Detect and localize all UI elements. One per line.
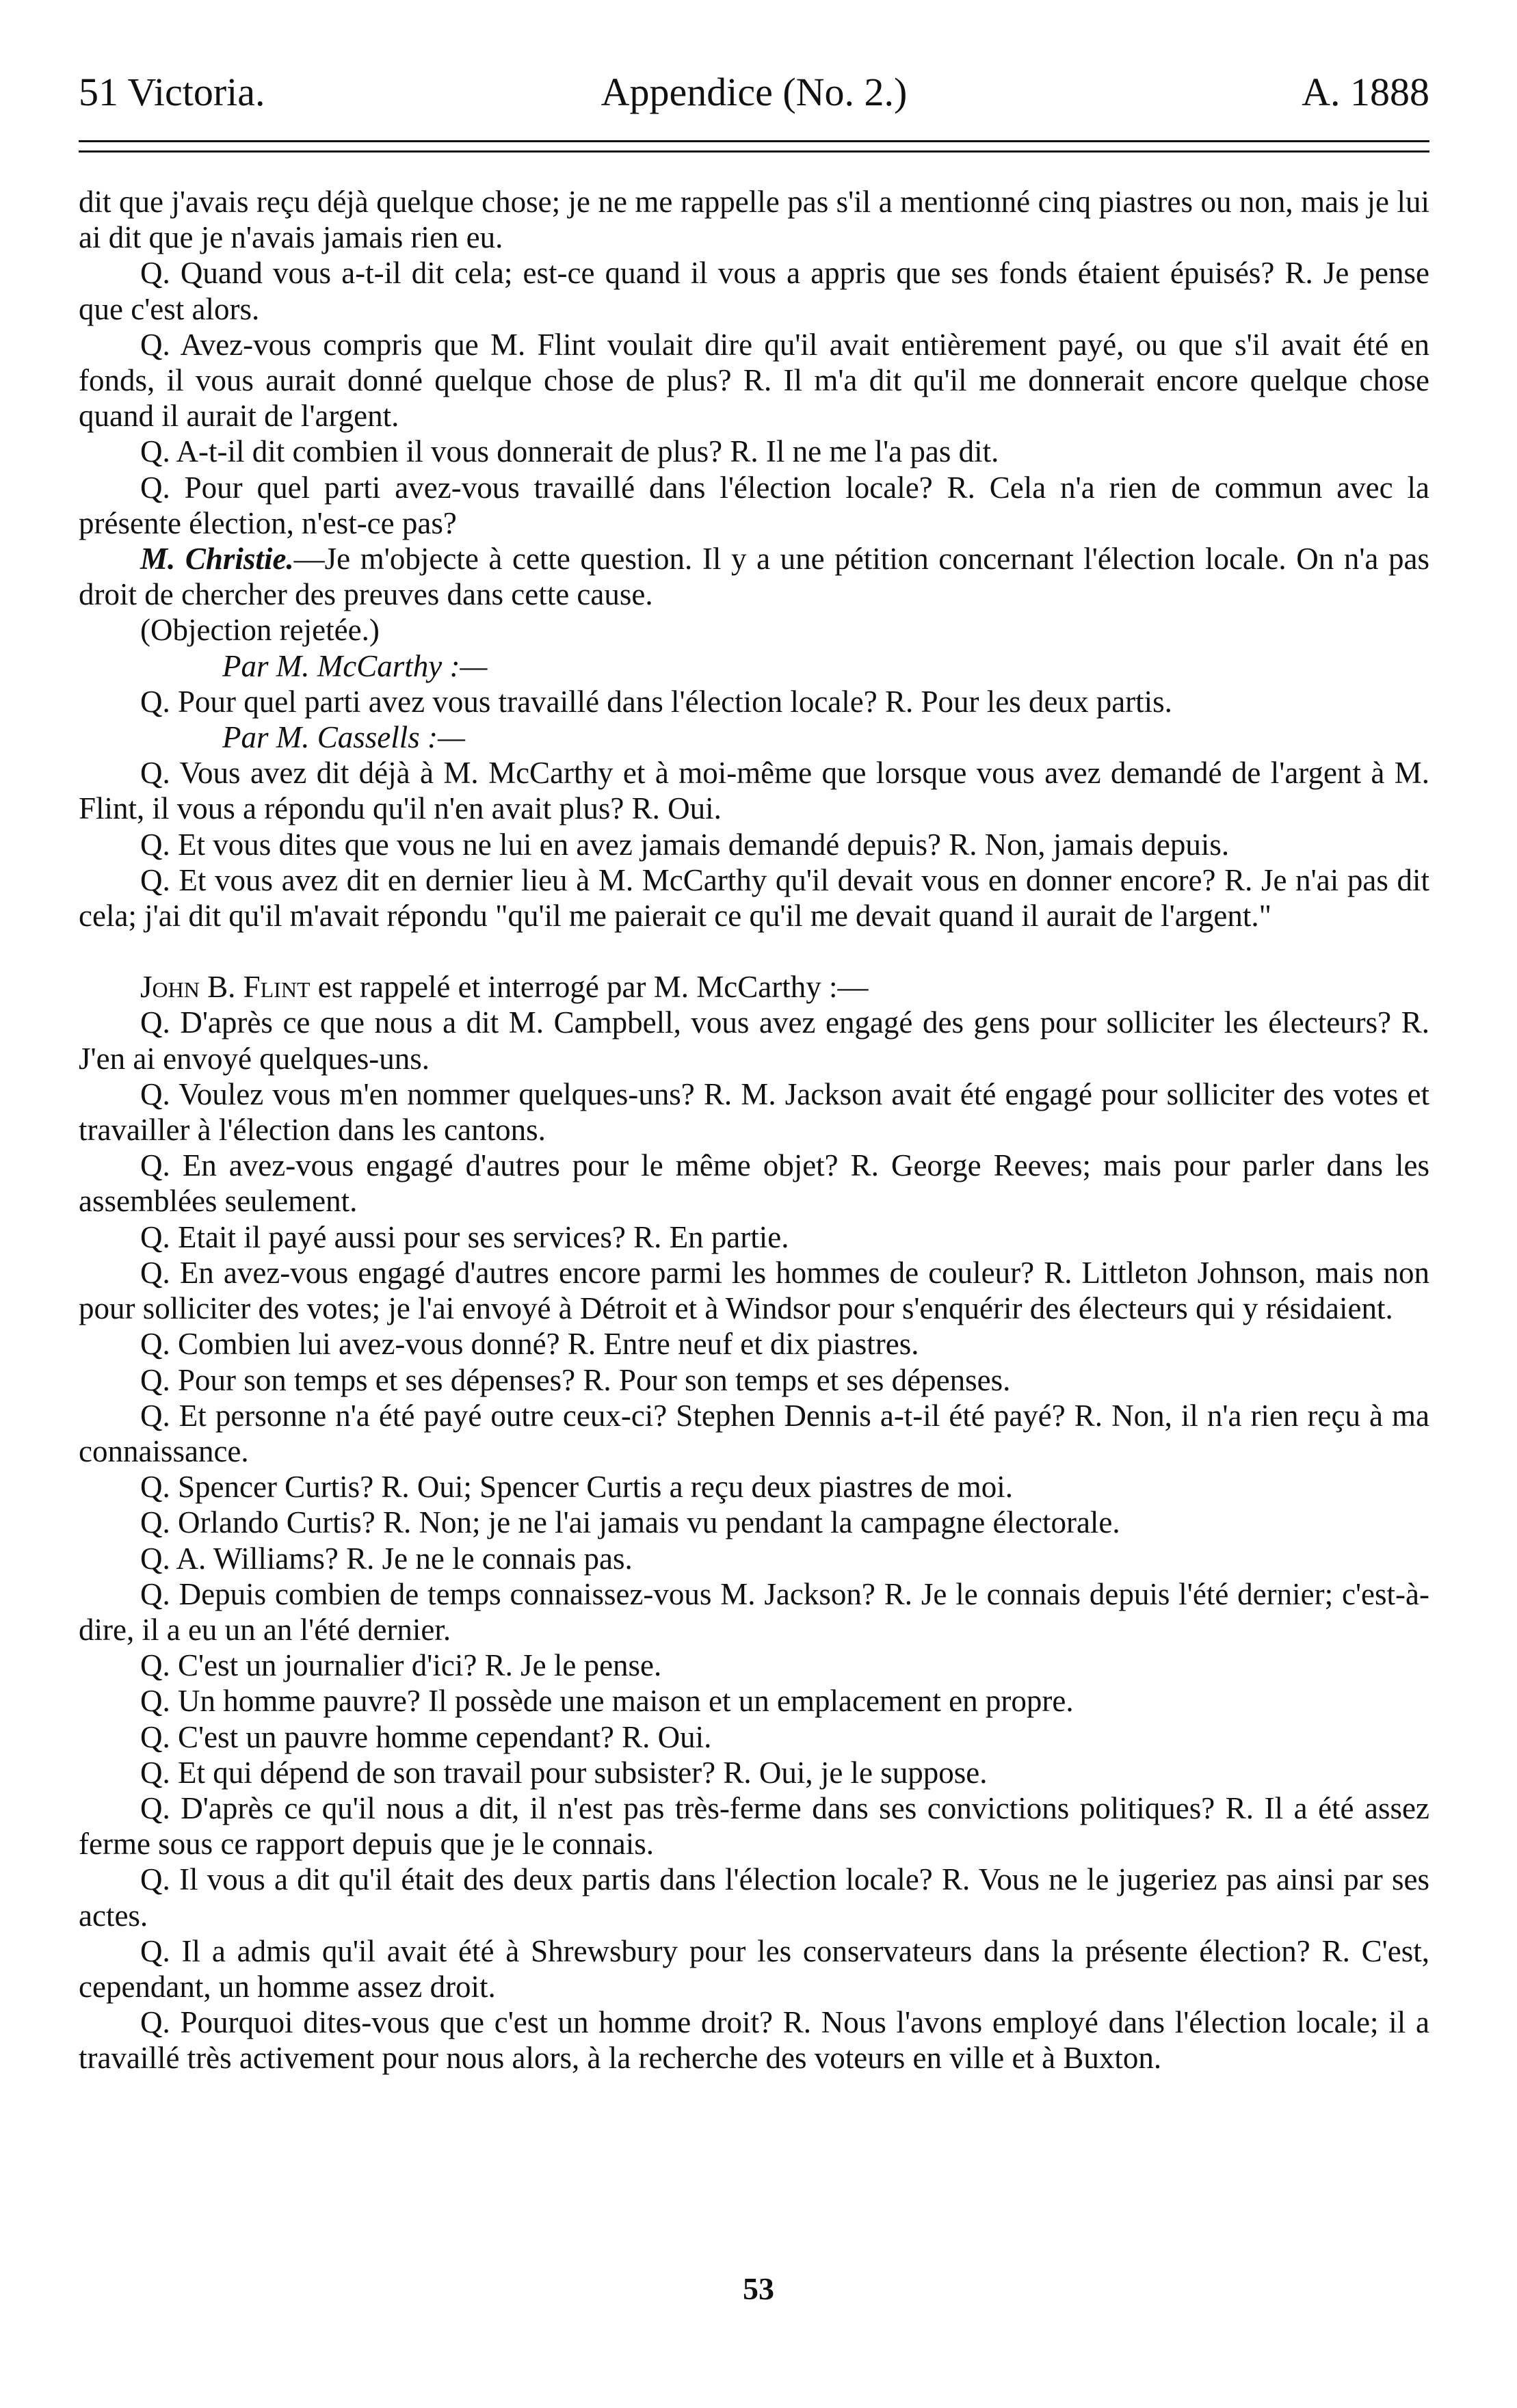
section-gap [79, 934, 1429, 969]
speaker-name: M. Christie. [140, 542, 294, 577]
question-answer-paragraph [79, 827, 1429, 862]
witness-name: John B. Flint [140, 970, 311, 1005]
qa-text: Q. Pour quel parti avez vous travaillé dans l'élection locale? R. Pour les deux partis. [140, 684, 1172, 719]
qa-text: Q. Etait il payé aussi pour ses services? R. En partie. [140, 1219, 789, 1254]
qa-text: Q. C'est un pauvre homme cependant? R. Oui. [140, 1719, 712, 1754]
question-answer-paragraph [79, 1398, 1429, 1469]
question-answer-paragraph [79, 255, 1429, 326]
question-answer-paragraph [79, 1755, 1429, 1790]
qa-text: Q. Et vous avez dit en dernier lieu à M. McCarthy qu'il devait vous en donner encore? R. Je n'ai pas dit cela; j'ai dit qu'il m'avait répondu "qu'il me paierait ce qu'il me devait quand il aurait de l'argent." [79, 862, 1429, 934]
question-answer-paragraph [79, 612, 1429, 648]
qa-text: Q. Quand vous a-t-il dit cela; est-ce quand il vous a appris que ses fonds étaient épuisés? R. Je pense que c'est alors. [79, 256, 1429, 326]
question-answer-paragraph [79, 1933, 1429, 2005]
question-answer-paragraph [79, 1862, 1429, 1933]
question-answer-paragraph [79, 1541, 1429, 1576]
paragraph-text: dit que j'avais reçu déjà quelque chose; je ne me rappelle pas s'il a mentionné cinq piastres ou non, mais je lui ai dit que je n'avais jamais rien eu. [79, 185, 1429, 255]
qa-text: Q. Il a admis qu'il avait été à Shrewsbury pour les conservateurs dans la présente élection? R. C'est, cependant, un homme assez droit. [79, 1933, 1429, 2004]
qa-text: Q. Il vous a dit qu'il était des deux partis dans l'élection locale? R. Vous ne le jugeriez pas ainsi par ses actes. [79, 1862, 1429, 1933]
header-session: 51 Victoria. [79, 70, 265, 114]
question-answer-paragraph [79, 470, 1429, 541]
question-answer-paragraph [79, 1469, 1429, 1505]
qa-text: Q. Et personne n'a été payé outre ceux-ci? Stephen Dennis a-t-il été payé? R. Non, il n'a rien reçu à ma connaissance. [79, 1398, 1429, 1468]
qa-text: Q. Un homme pauvre? Il possède une maison et un emplacement en propre. [140, 1684, 1074, 1719]
question-answer-paragraph [79, 862, 1429, 934]
continued-paragraph [79, 184, 1429, 255]
qa-text: Q. Vous avez dit déjà à M. McCarthy et à moi-même que lorsque vous avez demandé de l'argent à M. Flint, il vous a répondu qu'il n'en avait plus? R. Oui. [79, 756, 1429, 826]
qa-text: Q. A. Williams? R. Je ne le connais pas. [140, 1541, 633, 1576]
question-answer-paragraph [79, 1326, 1429, 1362]
qa-text: Q. Pour son temps et ses dépenses? R. Pour son temps et ses dépenses. [140, 1362, 1011, 1397]
testimony-part-2 [79, 1005, 1429, 2076]
witness-intro-text: est rappelé et interrogé par M. McCarthy :— [310, 970, 869, 1005]
question-answer-paragraph [79, 684, 1429, 719]
qa-text: Q. Avez-vous compris que M. Flint voulait dire qu'il avait entièrement payé, ou que s'il avait été en fonds, il vous aurait donné quelque chose de plus? R. Il m'a dit qu'il me donnerait encore quelque chose quand il aurait de l'argent. [79, 327, 1429, 434]
question-answer-paragraph [79, 1219, 1429, 1255]
header-year: A. 1888 [1302, 70, 1429, 114]
qa-text: Q. Et vous dites que vous ne lui en avez jamais demandé depuis? R. Non, jamais depuis. [140, 827, 1230, 862]
question-answer-paragraph [79, 2005, 1429, 2076]
question-answer-paragraph [79, 1505, 1429, 1540]
question-answer-paragraph [79, 327, 1429, 434]
qa-text: Q. Spencer Curtis? R. Oui; Spencer Curtis a reçu deux piastres de moi. [140, 1470, 1013, 1505]
examiner-heading [79, 648, 1429, 684]
qa-text: Q. Pourquoi dites-vous que c'est un homme droit? R. Nous l'avons employé dans l'élection locale; il a travaillé très activement pour nous alors, à la recherche des voteurs en ville et à Buxton. [79, 2005, 1429, 2076]
question-answer-paragraph [79, 1005, 1429, 1076]
qa-text: Q. Voulez vous m'en nommer quelques-uns? R. M. Jackson avait été engagé pour solliciter des votes et travailler à l'élection dans les cantons. [79, 1076, 1429, 1148]
question-answer-paragraph [79, 434, 1429, 469]
qa-text: Q. Depuis combien de temps connaissez-vous M. Jackson? R. Je le connais depuis l'été dernier; c'est-à-dire, il a eu un an l'été dernier. [79, 1576, 1429, 1647]
question-answer-paragraph [79, 1148, 1429, 1219]
question-answer-paragraph [79, 1648, 1429, 1683]
header-appendix: Appendice (No. 2.) [601, 70, 908, 114]
question-answer-paragraph [79, 1255, 1429, 1326]
qa-text: Q. C'est un journalier d'ici? R. Je le pense. [140, 1648, 662, 1683]
question-answer-paragraph [79, 1683, 1429, 1719]
question-answer-paragraph [79, 1790, 1429, 1862]
question-answer-paragraph [79, 1576, 1429, 1648]
header-double-rule [79, 140, 1429, 153]
qa-text: Q. En avez-vous engagé d'autres encore parmi les hommes de couleur? R. Littleton Johnson, mais non pour solliciter des votes; je l'ai envoyé à Détroit et à Windsor pour s'enquérir des électeurs qui y résidaient. [79, 1255, 1429, 1326]
qa-text: Q. D'après ce que nous a dit M. Campbell, vous avez engagé des gens pour solliciter les électeurs? R. J'en ai envoyé quelques-uns. [79, 1005, 1429, 1076]
qa-text: Q. Orlando Curtis? R. Non; je ne l'ai jamais vu pendant la campagne électorale. [140, 1505, 1120, 1540]
question-answer-paragraph [79, 1076, 1429, 1148]
document-page [79, 65, 1429, 2076]
body-text [79, 184, 1429, 2076]
qa-text: Q. Pour quel parti avez-vous travaillé dans l'élection locale? R. Cela n'a rien de commun avec la présente élection, n'est-ce pas? [79, 470, 1429, 540]
question-answer-paragraph [79, 1362, 1429, 1398]
testimony-part-1 [79, 184, 1429, 934]
question-answer-paragraph [79, 755, 1429, 826]
examiner-heading-text: Par M. Cassells :— [222, 720, 466, 755]
statement-text: —Je m'objecte à cette question. Il y a une pétition concernant l'élection locale. On n'a pas droit de chercher des preuves dans cette cause. [79, 542, 1429, 612]
examiner-heading [79, 719, 1429, 755]
qa-text: (Objection rejetée.) [140, 613, 380, 648]
qa-text: Q. D'après ce qu'il nous a dit, il n'est pas très-ferme dans ses convictions politiques? R. Il a été assez ferme sous ce rapport depuis que je le connais. [79, 1790, 1429, 1862]
running-header [79, 65, 1429, 120]
examiner-heading-text: Par M. McCarthy :— [222, 648, 488, 683]
qa-text: Q. Et qui dépend de son travail pour subsister? R. Oui, je le suppose. [140, 1755, 988, 1790]
witness-intro [79, 969, 1429, 1005]
question-answer-paragraph [79, 1719, 1429, 1755]
counsel-statement [79, 541, 1429, 612]
qa-text: Q. En avez-vous engagé d'autres pour le même objet? R. George Reeves; mais pour parler dans les assemblées seulement. [79, 1148, 1429, 1219]
qa-text: Q. A-t-il dit combien il vous donnerait de plus? R. Il ne me l'a pas dit. [140, 434, 999, 469]
page-number: 53 [743, 2271, 774, 2306]
qa-text: Q. Combien lui avez-vous donné? R. Entre neuf et dix piastres. [140, 1327, 919, 1362]
